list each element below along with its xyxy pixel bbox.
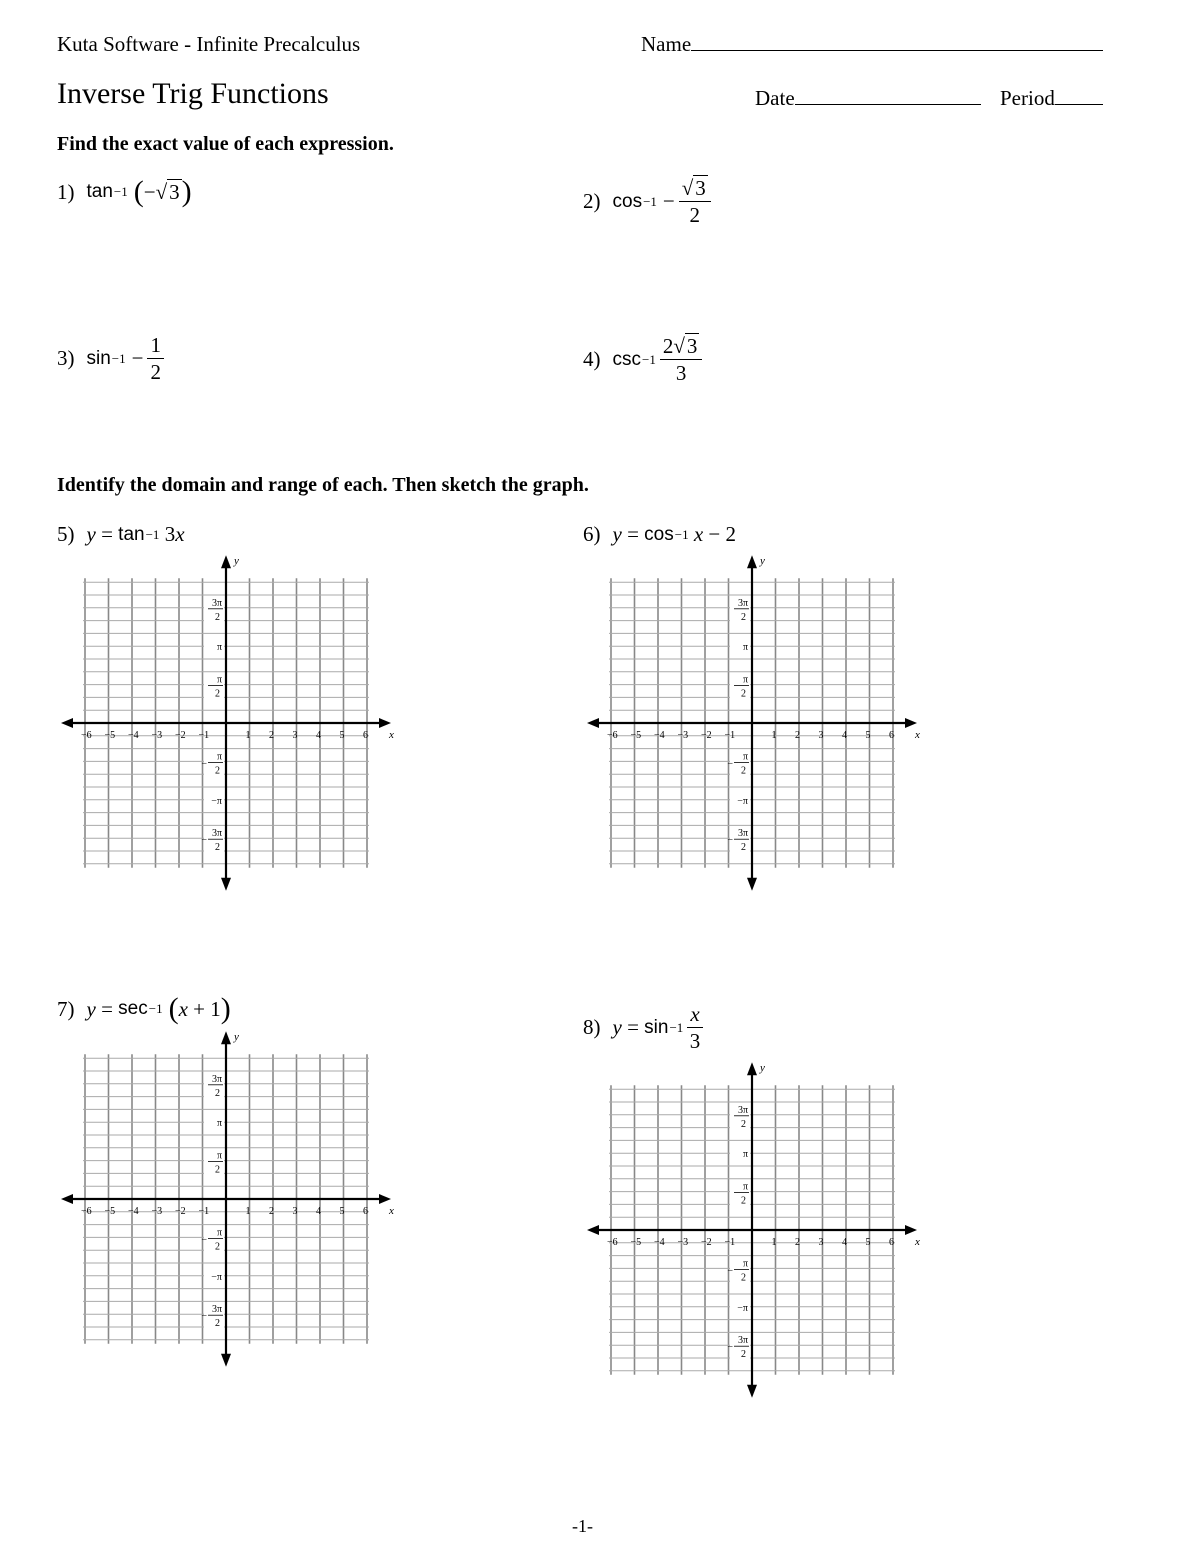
y-tick-label: π — [742, 1149, 748, 1161]
y-tick-numerator: π — [216, 1227, 222, 1239]
y-tick-numerator: π — [216, 751, 222, 763]
name-label: Name — [641, 32, 692, 56]
y-axis-arrow-down — [747, 1385, 757, 1398]
x-axis-arrow-right — [905, 1225, 917, 1235]
x-tick-label: 4 — [316, 1206, 321, 1217]
x-tick-label: −5 — [104, 1206, 116, 1217]
x-tick-label: 5 — [339, 1206, 345, 1217]
y-axis-arrow-up — [221, 1031, 231, 1044]
y-tick-numerator: 3π — [211, 1304, 222, 1316]
x-tick-label: −4 — [128, 1206, 139, 1217]
y-tick-label: −π — [211, 1271, 222, 1283]
y-tick-numerator: π — [742, 1258, 748, 1270]
date-field[interactable] — [755, 86, 981, 111]
x-tick-label: −4 — [654, 1237, 665, 1248]
y-axis-arrow-down — [221, 878, 231, 891]
problem-4: 4) csc −1 $\frac{2√3}{3}$ — [583, 334, 706, 385]
x-tick-label: 6 — [363, 1206, 368, 1217]
y-tick-sign: − — [727, 758, 733, 770]
problem-3: 3) sin −1 − $\frac{1}{2}$ — [57, 333, 168, 384]
x-tick-label: 1 — [771, 1237, 777, 1248]
y-tick-numerator: 3π — [211, 828, 222, 840]
y-tick-sign: − — [727, 835, 733, 847]
x-tick-label: 3 — [818, 1237, 824, 1248]
y-axis-arrow-up — [747, 555, 757, 568]
y-tick-denominator: 2 — [215, 1241, 220, 1253]
y-tick-denominator: 2 — [741, 1272, 746, 1284]
x-tick-label: −5 — [630, 730, 642, 741]
y-tick-numerator: 3π — [737, 597, 748, 609]
x-tick-label: −5 — [104, 730, 116, 741]
y-tick-numerator: 3π — [211, 597, 222, 609]
period-label: Period — [1000, 86, 1055, 110]
problem-2: 2) cos −1 − $\frac{√3}{2}$ — [583, 176, 715, 227]
y-tick-numerator: π — [216, 1150, 222, 1162]
y-tick-label: π — [216, 1118, 222, 1130]
y-tick-label: −π — [737, 1302, 748, 1314]
x-tick-label: 6 — [363, 730, 368, 741]
x-tick-label: 4 — [316, 730, 321, 741]
period-field[interactable] — [1000, 86, 1103, 111]
x-tick-label: −2 — [701, 1237, 712, 1248]
x-tick-label: 1 — [245, 1206, 251, 1217]
x-axis-label: x — [389, 729, 394, 741]
y-axis-label: y — [234, 1031, 239, 1044]
y-tick-numerator: π — [742, 751, 748, 763]
date-label: Date — [755, 86, 795, 110]
y-axis-label: y — [234, 555, 239, 568]
y-tick-numerator: π — [216, 674, 222, 686]
y-tick-denominator: 2 — [741, 765, 746, 777]
x-tick-label: −1 — [198, 730, 210, 741]
y-tick-sign: − — [201, 1234, 207, 1246]
problem-8: 8) y = sin −1 $\frac{x}{3}$ — [583, 1002, 707, 1053]
x-tick-label: 3 — [292, 730, 298, 741]
x-tick-label: 4 — [842, 730, 847, 741]
y-tick-denominator: 2 — [741, 611, 746, 623]
x-tick-label: 2 — [795, 1237, 800, 1248]
x-tick-label: 1 — [771, 730, 777, 741]
y-tick-numerator: π — [742, 1181, 748, 1193]
y-tick-numerator: 3π — [737, 828, 748, 840]
x-tick-label: −3 — [677, 730, 689, 741]
x-tick-label: 6 — [889, 730, 894, 741]
section1-instruction: Find the exact value of each expression. — [57, 133, 394, 155]
x-tick-label: 2 — [795, 730, 800, 741]
y-tick-label: π — [742, 642, 748, 654]
y-tick-denominator: 2 — [741, 1195, 746, 1207]
x-axis-arrow-left — [587, 718, 599, 728]
graph-6[interactable] — [586, 555, 926, 890]
y-axis-arrow-up — [221, 555, 231, 568]
x-tick-label: −3 — [151, 730, 163, 741]
x-tick-label: 4 — [842, 1237, 847, 1248]
x-axis-label: x — [915, 729, 920, 741]
problem-5: 5) y = tan −1 3 x — [57, 522, 185, 546]
x-axis-arrow-left — [61, 718, 73, 728]
x-axis-arrow-left — [61, 1194, 73, 1204]
y-tick-denominator: 2 — [741, 1349, 746, 1361]
graph-7[interactable] — [60, 1031, 400, 1366]
x-tick-label: −1 — [198, 1206, 210, 1217]
x-tick-label: −2 — [175, 1206, 186, 1217]
y-tick-numerator: π — [742, 674, 748, 686]
graph-8[interactable] — [586, 1062, 926, 1397]
x-tick-label: 5 — [865, 730, 871, 741]
y-axis-arrow-up — [747, 1062, 757, 1075]
x-tick-label: −4 — [654, 730, 665, 741]
y-tick-sign: − — [727, 1342, 733, 1354]
x-axis-arrow-left — [587, 1225, 599, 1235]
problem-1: 1) tan −1 ( − √ 3 ) — [57, 175, 192, 208]
y-tick-denominator: 2 — [215, 611, 220, 623]
x-tick-label: 2 — [269, 1206, 274, 1217]
graph-5[interactable] — [60, 555, 400, 890]
x-tick-label: 3 — [818, 730, 824, 741]
x-tick-label: −6 — [607, 730, 618, 741]
x-tick-label: −6 — [81, 730, 92, 741]
section2-instruction: Identify the domain and range of each. Then sketch the graph. — [57, 474, 589, 496]
x-tick-label: −2 — [701, 730, 712, 741]
y-tick-sign: − — [201, 835, 207, 847]
y-tick-numerator: 3π — [737, 1104, 748, 1116]
x-tick-label: −1 — [724, 730, 736, 741]
x-tick-label: −2 — [175, 730, 186, 741]
name-field[interactable] — [641, 32, 1103, 57]
source-label: Kuta Software - Infinite Precalculus — [57, 32, 361, 56]
x-tick-label: 6 — [889, 1237, 894, 1248]
x-tick-label: −1 — [724, 1237, 736, 1248]
x-axis-arrow-right — [379, 718, 391, 728]
x-tick-label: −6 — [81, 1206, 92, 1217]
y-tick-denominator: 2 — [215, 688, 220, 700]
x-axis-label: x — [389, 1205, 394, 1217]
y-tick-denominator: 2 — [215, 1318, 220, 1330]
x-tick-label: 5 — [865, 1237, 871, 1248]
y-tick-numerator: 3π — [211, 1073, 222, 1085]
x-axis-label: x — [915, 1236, 920, 1248]
x-tick-label: 5 — [339, 730, 345, 741]
y-tick-denominator: 2 — [741, 1118, 746, 1130]
y-tick-denominator: 2 — [215, 1164, 220, 1176]
y-tick-numerator: 3π — [737, 1335, 748, 1347]
y-tick-denominator: 2 — [741, 688, 746, 700]
problem-7: 7) y = sec −1 ( x + 1 ) — [57, 992, 231, 1025]
y-axis-arrow-down — [747, 878, 757, 891]
y-axis-arrow-down — [221, 1354, 231, 1367]
x-tick-label: −5 — [630, 1237, 642, 1248]
x-tick-label: 2 — [269, 730, 274, 741]
x-tick-label: −6 — [607, 1237, 618, 1248]
y-tick-sign: − — [727, 1265, 733, 1277]
x-axis-arrow-right — [905, 718, 917, 728]
x-tick-label: −3 — [677, 1237, 689, 1248]
y-tick-denominator: 2 — [215, 1087, 220, 1099]
x-axis-arrow-right — [379, 1194, 391, 1204]
x-tick-label: 1 — [245, 730, 251, 741]
y-tick-label: −π — [737, 795, 748, 807]
y-tick-sign: − — [201, 1311, 207, 1323]
y-tick-label: π — [216, 642, 222, 654]
y-tick-denominator: 2 — [741, 842, 746, 854]
y-tick-sign: − — [201, 758, 207, 770]
x-tick-label: 3 — [292, 1206, 298, 1217]
y-axis-label: y — [760, 1062, 765, 1075]
y-tick-denominator: 2 — [215, 842, 220, 854]
page-number: -1- — [572, 1516, 593, 1536]
problem-6: 6) y = cos −1 x − 2 — [583, 522, 737, 546]
page-title: Inverse Trig Functions — [57, 77, 329, 110]
y-axis-label: y — [760, 555, 765, 568]
y-tick-label: −π — [211, 795, 222, 807]
x-tick-label: −4 — [128, 730, 139, 741]
x-tick-label: −3 — [151, 1206, 163, 1217]
y-tick-denominator: 2 — [215, 765, 220, 777]
